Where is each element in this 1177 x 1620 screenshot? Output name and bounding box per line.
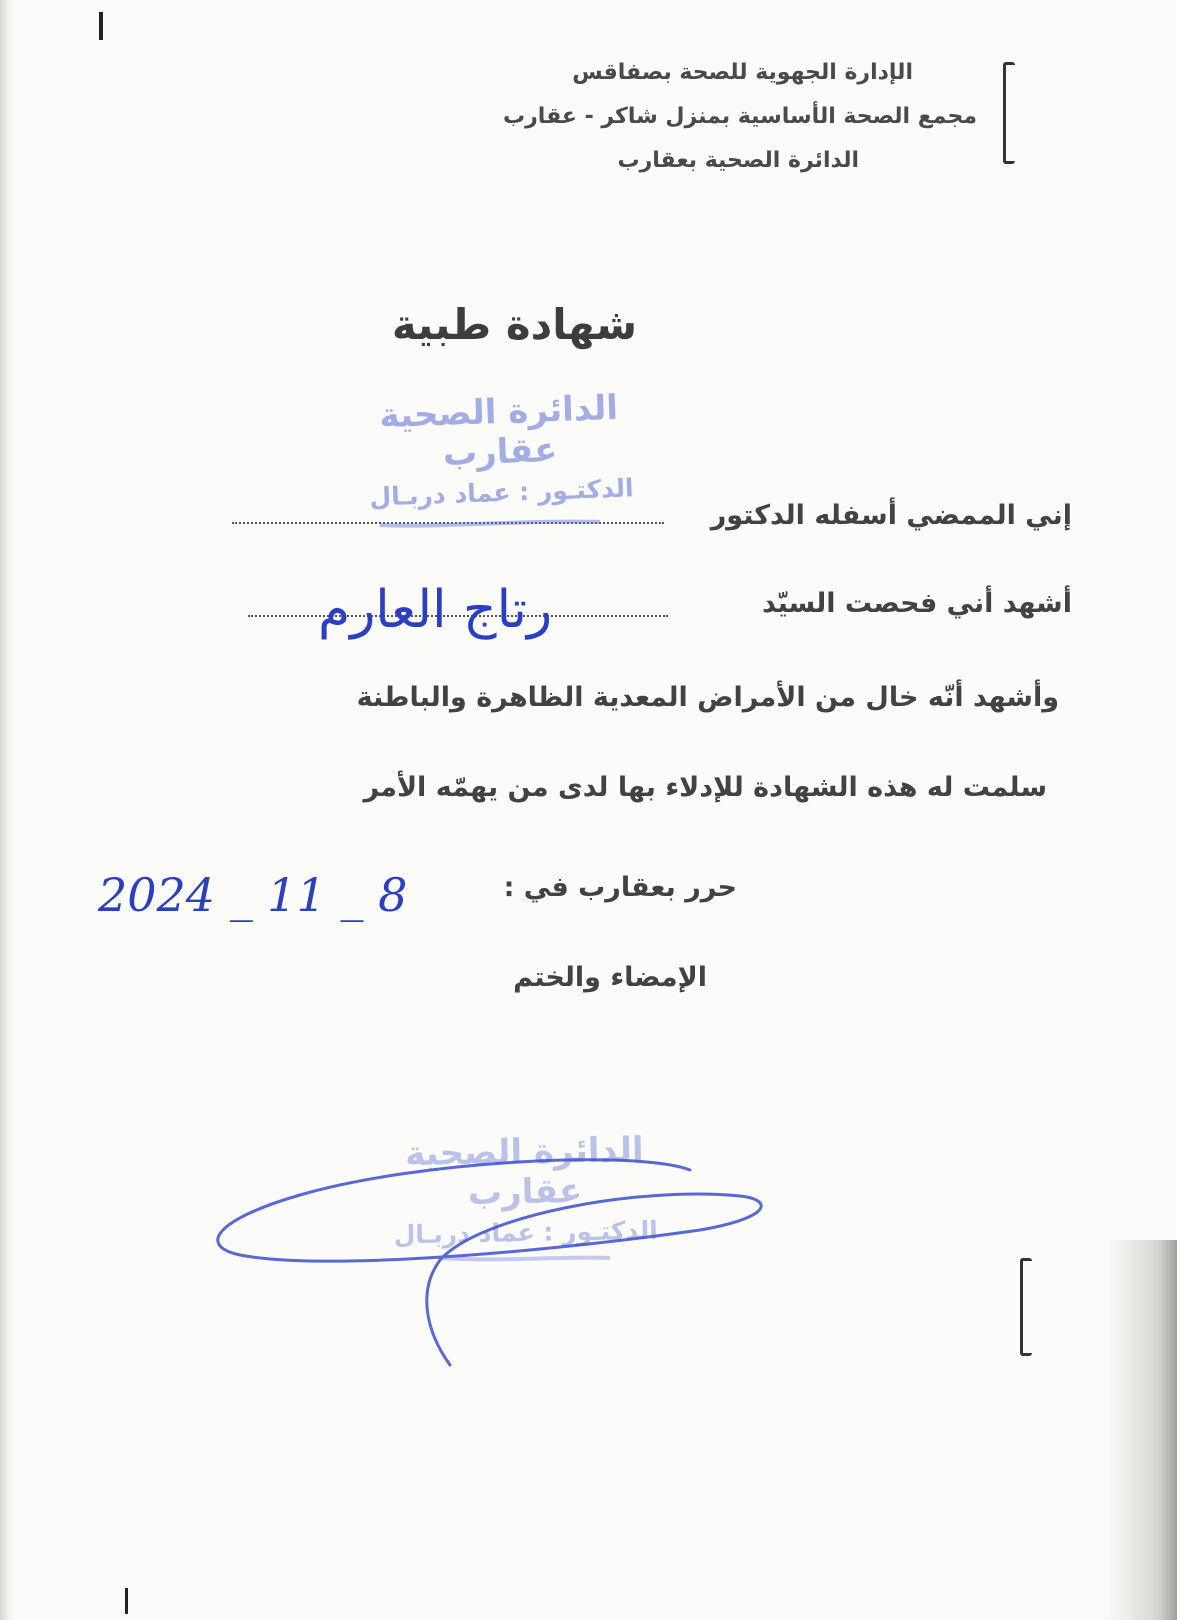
place-date-label: حرر بعقارب في :: [503, 872, 737, 903]
stamp-bottom-line2: الدكتـور : عماد دربـال: [393, 1215, 659, 1250]
examination-statement: أشهد أني فحصت السيّد: [762, 588, 1072, 619]
page-title: شهادة طبية: [391, 300, 637, 349]
header-circumscription: الدائرة الصحية بعقارب: [617, 148, 859, 173]
health-statement: وأشهد أنّه خال من الأمراض المعدية الظاهرة والباطنة: [356, 682, 1059, 713]
purpose-statement: سلمت له هذه الشهادة للإدلاء بها لدى من يهمّه الأمر: [363, 772, 1047, 803]
stamp-top-line2: الدكتـور : عماد دربـال: [368, 473, 635, 512]
header-center: مجمع الصحة الأساسية بمنزل شاكر - عقارب: [503, 104, 977, 129]
stamp-bottom-underline: [440, 1258, 610, 1260]
stamp-bottom-line1: الدائرة الصحية عقارب: [404, 1129, 644, 1213]
doctor-statement: إني الممضي أسفله الدكتور: [710, 500, 1072, 531]
stamp-top-underline: [380, 522, 600, 526]
header-region: الإدارة الجهوية للصحة بصفاقس: [572, 60, 913, 85]
signature-label: الإمضاء والختم: [513, 962, 707, 993]
signature-loop: [218, 1160, 761, 1365]
patient-name-handwritten: رتاج العارم: [318, 580, 553, 640]
stamp-top-line1: الدائرة الصحية عقارب: [378, 387, 619, 474]
date-handwritten: 2024 _ 11 _ 8: [98, 868, 408, 922]
